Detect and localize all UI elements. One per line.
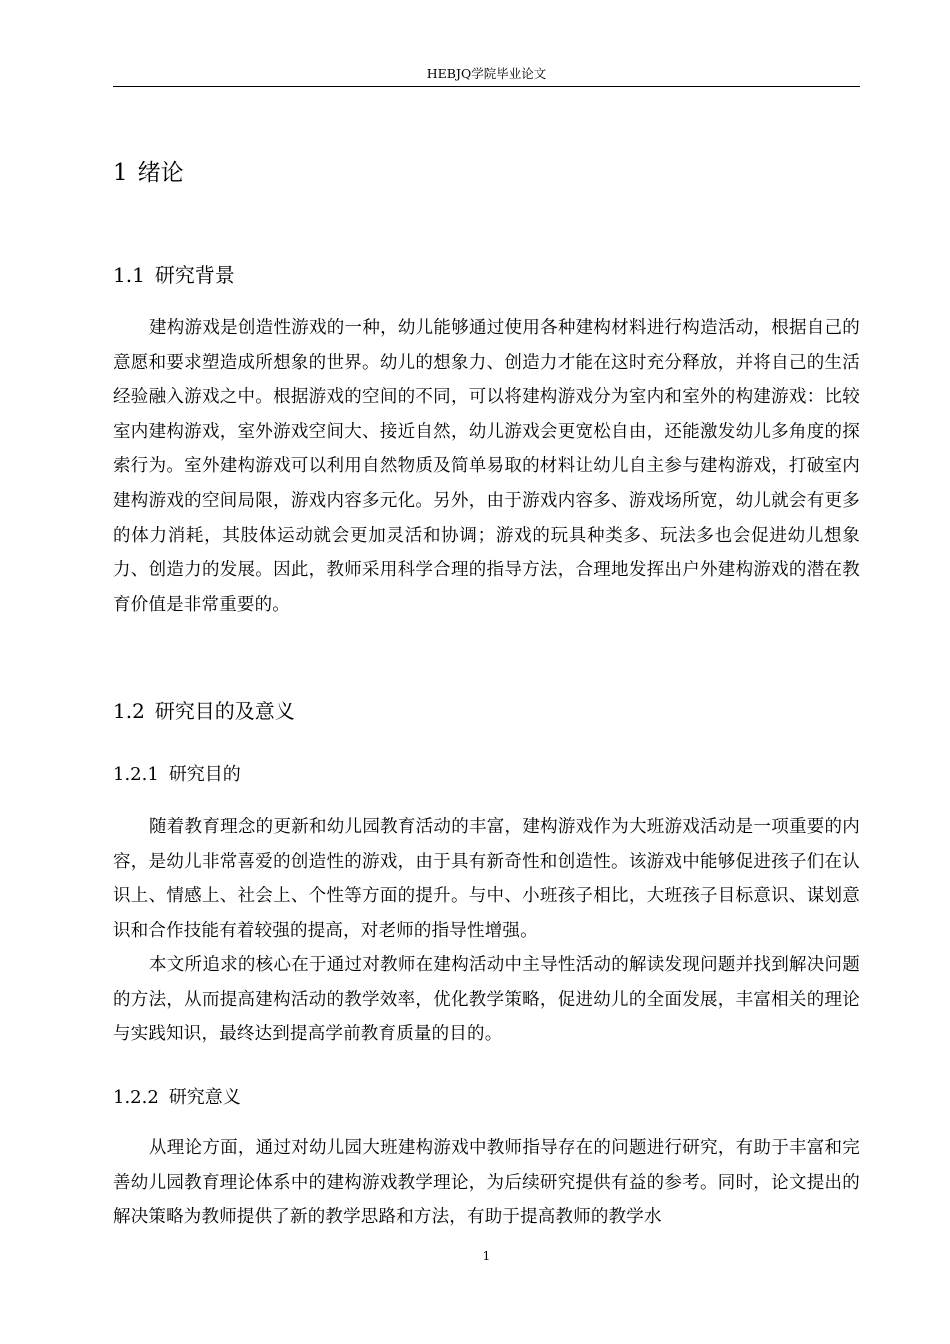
header-rule xyxy=(113,86,860,87)
section-title: 研究目的及意义 xyxy=(154,699,295,723)
paragraph-purpose-2: 本文所追求的核心在于通过对教师在建构活动中主导性活动的解读发现问题并找到解决问题的方法，从而提高建构活动的教学效率，优化教学策略，促进幼儿的全面发展，丰富相关的理论与实践知识，最终达到提高学前教育质量的目的。 xyxy=(113,955,860,1045)
subsection-title: 研究目的 xyxy=(168,764,241,785)
section-number: 1.2 xyxy=(113,699,145,723)
chapter-number: 1 xyxy=(113,160,128,186)
paragraph-purpose-1: 随着教育理念的更新和幼儿园教育活动的丰富，建构游戏作为大班游戏活动是一项重要的内容，是幼儿非常喜爱的创造性的游戏，由于具有新奇性和创造性。该游戏中能够促进孩子们在认识上、情感上、社会上、个性等方面的提升。与中、小班孩子相比，大班孩子目标意识、谋划意识和合作技能有着较强的提高，对老师的指导性增强。 xyxy=(113,817,860,941)
paragraph-significance: 从理论方面，通过对幼儿园大班建构游戏中教师指导存在的问题进行研究，有助于丰富和完善幼儿园教育理论体系中的建构游戏教学理论，为后续研究提供有益的参考。同时，论文提出的解决策略为教师提供了新的教学思路和方法，有助于提高教师的教学水 xyxy=(113,1138,860,1228)
chapter-heading xyxy=(113,158,184,188)
subsection-title: 研究意义 xyxy=(168,1087,241,1108)
page-number: 1 xyxy=(482,1249,491,1263)
section-number: 1.1 xyxy=(113,263,145,287)
subsection-heading-1-2-2 xyxy=(113,1085,241,1111)
chapter-title: 绪论 xyxy=(137,160,184,186)
section-heading-1-1 xyxy=(113,261,235,289)
paragraph-background: 建构游戏是创造性游戏的一种，幼儿能够通过使用各种建构材料进行构造活动，根据自己的意愿和要求塑造成所想象的世界。幼儿的想象力、创造力才能在这时充分释放，并将自己的生活经验融入游戏之中。根据游戏的空间的不同，可以将建构游戏分为室内和室外的构建游戏：比较室内建构游戏，室外游戏空间大、接近自然，幼儿游戏会更宽松自由，还能激发幼儿多角度的探索行为。室外建构游戏可以利用自然物质及简单易取的材料让幼儿自主参与建构游戏，打破室内建构游戏的空间局限，游戏内容多元化。另外，由于游戏内容多、游戏场所宽，幼儿就会有更多的体力消耗，其肢体运动就会更加灵活和协调；游戏的玩具种类多、玩法多也会促进幼儿想象力、创造力的发展。因此，教师采用科学合理的指导方法，合理地发挥出户外建构游戏的潜在教育价值是非常重要的。 xyxy=(113,318,860,615)
section-title: 研究背景 xyxy=(154,263,235,287)
running-header: HEBJQ学院毕业论文 xyxy=(426,66,547,81)
section-heading-1-2 xyxy=(113,697,295,725)
subsection-number: 1.2.2 xyxy=(113,1087,159,1108)
subsection-heading-1-2-1 xyxy=(113,762,241,788)
subsection-number: 1.2.1 xyxy=(113,764,159,785)
